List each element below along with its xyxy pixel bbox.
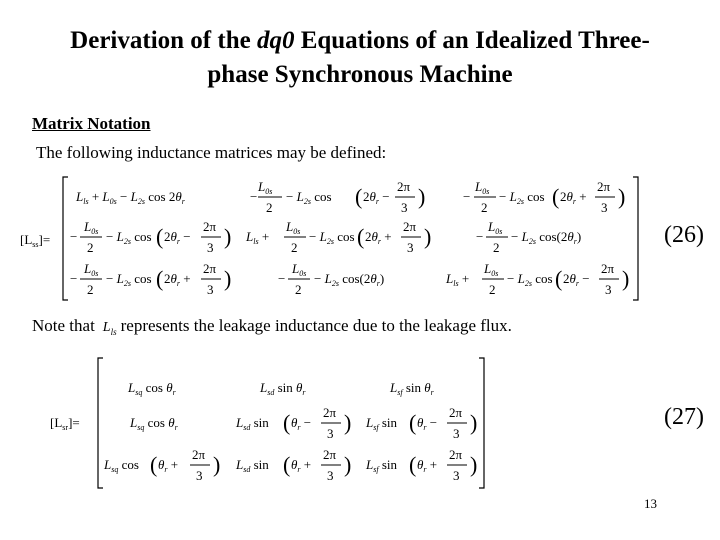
svg-text:(: (	[150, 452, 158, 477]
svg-text:2: 2	[493, 240, 500, 255]
svg-text:): )	[470, 410, 478, 435]
svg-text:2π: 2π	[597, 179, 611, 194]
equation-27	[50, 358, 484, 488]
svg-text:2: 2	[481, 200, 488, 215]
svg-text:2π: 2π	[323, 405, 337, 420]
eq26-row2	[70, 219, 581, 255]
svg-text:): )	[622, 266, 630, 291]
title-line1-post: Equations of an Idealized Three-	[294, 27, 650, 54]
svg-text:2: 2	[87, 240, 94, 255]
svg-text:Lls + L0s − L2s cos 2θr: $L_{ls} + L_{0s} - L_{2s}$ $\cos 2\theta_r$	[76, 189, 185, 206]
svg-text:2θr +: $2\theta_r$ +	[560, 189, 587, 206]
svg-text:(: (	[156, 266, 164, 291]
svg-text:2: 2	[266, 200, 273, 215]
svg-text:3: 3	[601, 200, 608, 215]
eq27-right-bracket	[479, 358, 484, 488]
svg-text:L0s: $L_{0s}$	[484, 261, 499, 278]
svg-text:− L2s cos: − $L_{2s}$ cos	[106, 271, 152, 288]
svg-text:Lsf sin: $L_{sf}$ sin	[366, 415, 397, 432]
svg-text:Lsq cos θr: $L_{sq}$ $\cos \theta_r$	[130, 415, 178, 432]
eq27-left-bracket	[98, 358, 103, 488]
svg-text:2: 2	[295, 282, 302, 297]
svg-text:− L2s cos(2θr): − $L_{2s}$ $\cos(2\theta_r)$	[314, 271, 385, 288]
svg-text:L0s: $L_{0s}$	[84, 219, 99, 236]
intro-text: The following inductance matrices may be defined:	[36, 143, 387, 162]
svg-text:2: 2	[87, 282, 94, 297]
eq27-row1	[127, 380, 435, 397]
svg-text:): )	[418, 184, 426, 209]
eq26-left-bracket	[63, 177, 68, 300]
svg-text:2π: 2π	[601, 261, 615, 276]
svg-text:): )	[224, 224, 232, 249]
svg-text:): )	[224, 266, 232, 291]
svg-text:L0s: $L_{0s}$	[488, 219, 503, 236]
svg-text:(: (	[283, 452, 291, 477]
svg-text:Lsd sin: $L_{sd}$ sin	[236, 457, 269, 474]
svg-text:(: (	[283, 410, 291, 435]
page-number: 13	[644, 496, 657, 511]
svg-text:2π: 2π	[449, 447, 463, 462]
svg-text:2: 2	[291, 240, 298, 255]
svg-text:Lls +: $L_{ls}$ +	[246, 229, 270, 246]
svg-text:3: 3	[605, 282, 612, 297]
title-italic: dq0	[256, 27, 295, 54]
equation-27-number: (27)	[664, 404, 704, 430]
title-line2: phase Synchronous Machine	[207, 61, 513, 88]
svg-text:3: 3	[327, 426, 334, 441]
svg-text:2θr −: $2\theta_r$ −	[363, 189, 390, 206]
svg-text:2π: 2π	[203, 261, 217, 276]
svg-text:): )	[344, 410, 352, 435]
svg-text:− L2s cos: − $L_{2s}$ cos	[309, 229, 355, 246]
svg-text:Lsd sin θr: $L_{sd}$ $\sin \theta_r$	[260, 380, 306, 397]
svg-text:3: 3	[401, 200, 408, 215]
svg-text:): )	[424, 224, 432, 249]
svg-text:): )	[213, 452, 221, 477]
svg-text:(: (	[409, 410, 417, 435]
svg-text:− L2s cos: − $L_{2s}$ cos	[499, 189, 545, 206]
svg-text:(: (	[357, 224, 365, 249]
svg-text:− L2s cos: − $L_{2s}$ cos	[507, 271, 553, 288]
note-symbol	[103, 320, 117, 335]
svg-text:(: (	[555, 266, 563, 291]
svg-text:Lsf sin: $L_{sf}$ sin	[366, 457, 397, 474]
svg-text:L0s: $L_{0s}$	[475, 179, 490, 196]
eq26-row3	[70, 261, 629, 297]
svg-text:(: (	[409, 452, 417, 477]
section-heading: Matrix Notation	[32, 114, 151, 133]
equation-26-number: (26)	[664, 222, 704, 248]
svg-text:Lsq cos θr: $L_{sq}$ $\cos \theta_r$	[128, 380, 176, 397]
note-text	[32, 316, 512, 337]
svg-text:2π: 2π	[192, 447, 206, 462]
svg-text:− L2s cos: − $L_{2s}$ cos	[286, 189, 332, 206]
svg-text:2: 2	[489, 282, 496, 297]
note-symbol-sub: ls	[110, 326, 117, 337]
svg-text:− L2s cos: − $L_{2s}$ cos	[106, 229, 152, 246]
svg-text:− L2s cos(2θr): − $L_{2s}$ $\cos(2\theta_r)$	[511, 229, 582, 246]
svg-text:−: −	[463, 189, 471, 204]
svg-text:2θr +: $2\theta_r$ +	[164, 271, 191, 288]
svg-text:3: 3	[196, 468, 203, 483]
svg-text:2θr −: $2\theta_r$ −	[164, 229, 191, 246]
svg-text:Lsd sin: $L_{sd}$ sin	[236, 415, 269, 432]
svg-text:θr −: $\theta_r$ −	[291, 415, 312, 432]
eq27-row2	[129, 405, 477, 441]
svg-text:3: 3	[453, 468, 460, 483]
svg-text:θr +: $\theta_r$ +	[158, 457, 179, 474]
eq27-row3	[103, 447, 477, 483]
svg-text:L0s: $L_{0s}$	[84, 261, 99, 278]
svg-text:−: −	[250, 189, 258, 204]
note-pre: Note that	[32, 316, 95, 335]
svg-text:2π: 2π	[449, 405, 463, 420]
svg-text:Lsf sin θr: $L_{sf}$ $\sin \theta_r$	[390, 380, 434, 397]
svg-text:): )	[470, 452, 478, 477]
svg-text:θr −: $\theta_r$ −	[417, 415, 438, 432]
svg-text:Lls +: $L_{ls}$ +	[446, 271, 470, 288]
svg-text:−: −	[476, 229, 484, 244]
title-pre: Derivation of the	[70, 27, 257, 54]
svg-text:Lsq cos: $L_{sq}$ cos	[104, 457, 139, 474]
svg-text:2π: 2π	[403, 219, 417, 234]
svg-text:−: −	[278, 271, 286, 286]
eq26-row1	[75, 179, 625, 215]
note-post: represents the leakage inductance due to the leakage flux.	[120, 316, 512, 335]
svg-text:(: (	[355, 184, 363, 209]
svg-text:3: 3	[327, 468, 334, 483]
svg-text:): )	[618, 184, 626, 209]
svg-text:3: 3	[207, 282, 214, 297]
svg-text:2θr +: $2\theta_r$ +	[365, 229, 392, 246]
svg-text:2θr −: $2\theta_r$ −	[563, 271, 590, 288]
equation-26	[20, 177, 638, 300]
svg-text:2π: 2π	[203, 219, 217, 234]
svg-text:2π: 2π	[323, 447, 337, 462]
svg-text:3: 3	[453, 426, 460, 441]
svg-text:(: (	[552, 184, 560, 209]
svg-text:L0s: $L_{0s}$	[258, 179, 273, 196]
note-symbol-main: L	[102, 320, 111, 335]
eq26-lhs: $[L_{ss}]=$	[20, 232, 51, 249]
svg-text:L0s: $L_{0s}$	[292, 261, 307, 278]
svg-text:θr +: $\theta_r$ +	[291, 457, 312, 474]
svg-text:−: −	[70, 271, 78, 286]
svg-text:3: 3	[207, 240, 214, 255]
svg-text:θr +: $\theta_r$ +	[417, 457, 438, 474]
svg-text:): )	[344, 452, 352, 477]
eq26-right-bracket	[633, 177, 638, 300]
svg-text:(: (	[156, 224, 164, 249]
eq27-lhs: $[L_{sr}]=$	[50, 415, 80, 432]
svg-text:L0s: $L_{0s}$	[286, 219, 301, 236]
svg-text:3: 3	[407, 240, 414, 255]
svg-text:−: −	[70, 229, 78, 244]
svg-text:2π: 2π	[397, 179, 411, 194]
